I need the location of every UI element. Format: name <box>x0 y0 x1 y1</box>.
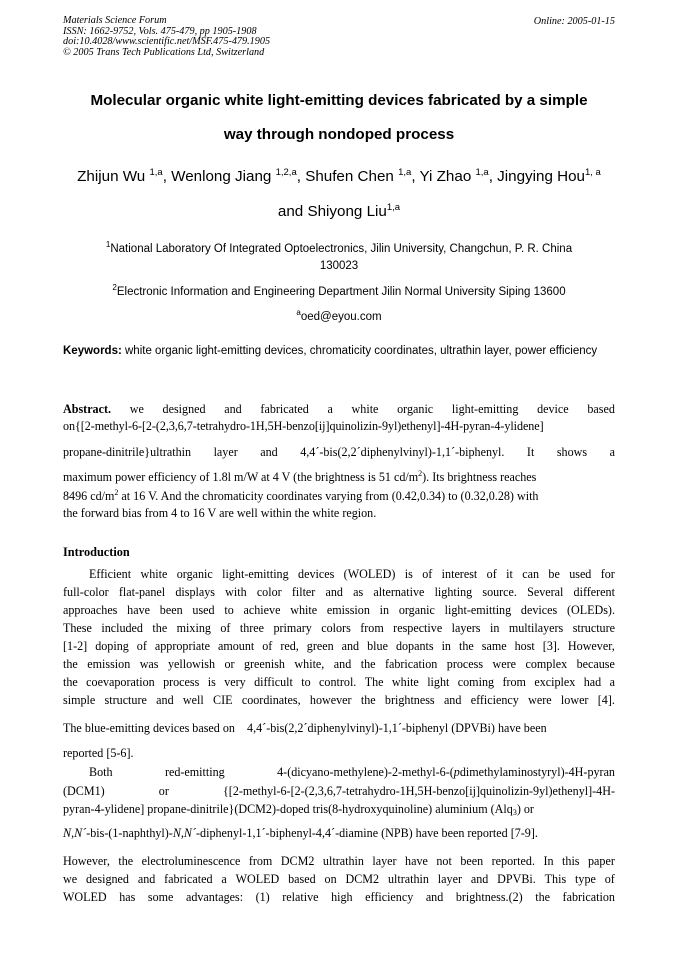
word: coming <box>457 675 495 689</box>
word: organic <box>397 402 434 416</box>
word: based <box>288 872 316 886</box>
word: and <box>156 693 174 707</box>
word: used <box>569 567 592 581</box>
word: doping <box>95 639 129 653</box>
word: from <box>502 675 526 689</box>
word: were <box>528 693 552 707</box>
word: These <box>63 621 92 635</box>
word: ultrathin <box>322 854 364 868</box>
word: respective <box>393 621 443 635</box>
word: in <box>379 603 390 617</box>
word: red, <box>280 639 299 653</box>
word: complex <box>525 657 568 671</box>
word: from <box>248 854 273 868</box>
word: In <box>543 854 554 868</box>
word: and <box>425 890 444 904</box>
word: is <box>207 675 216 689</box>
word: and <box>325 585 343 599</box>
paragraph-line <box>63 872 615 887</box>
word: white <box>140 567 168 581</box>
word: alternative <box>373 585 425 599</box>
word: exciplex <box>534 675 576 689</box>
word: simple <box>63 693 96 707</box>
word: the <box>63 657 78 671</box>
word: was <box>139 657 159 671</box>
word: {[2-methyl-6-[2-(2,3,6,7-tetrahydro-1H,5H-benzo[ij]quinolizin-9yl)ethenyl]-4H- <box>222 784 615 798</box>
introduction-line-npb: N,N´-bis-(1-naphthyl)-N,N´-diphenyl-1,1´-biphenyl-4,4´-diamine (NPB) have been reported [7-9]. <box>63 826 538 840</box>
word: this <box>562 854 580 868</box>
word: Both <box>89 765 113 779</box>
word: light-emitting <box>444 603 512 617</box>
keywords-label: Keywords: <box>63 345 122 357</box>
word: were <box>492 657 517 671</box>
word: colors <box>321 621 351 635</box>
paragraph-line <box>63 657 615 672</box>
keywords <box>63 343 615 360</box>
word: interest <box>441 567 478 581</box>
word: fabricated <box>164 872 213 886</box>
word: had <box>583 675 602 689</box>
paragraph-line <box>63 639 615 654</box>
copyright-line: © 2005 Trans Tech Publications Ltd, Switzerland <box>63 46 265 58</box>
abstract-label: Abstract. <box>63 402 112 416</box>
word: emission <box>326 603 370 617</box>
paragraph-line <box>89 567 615 582</box>
word: for <box>600 567 615 581</box>
word: The <box>364 675 384 689</box>
word: process <box>446 657 484 671</box>
word: achieve <box>243 603 281 617</box>
word: is <box>404 567 413 581</box>
author-name: Zhijun Wu <box>77 168 146 185</box>
abstract-line-5: 8496 $cd/m^2$ at 16 V. And the chromaticity coordinates varying from (0.42,0.34) to (0.32,0.28) with <box>63 488 539 503</box>
word: DCM2 <box>345 872 380 886</box>
word: greenish <box>243 657 285 671</box>
introduction-line-dcm1 <box>89 765 615 780</box>
word: the <box>535 890 550 904</box>
word: light-emitting <box>451 402 519 416</box>
word: because <box>576 657 615 671</box>
word: and <box>443 693 462 707</box>
word: have <box>405 854 428 868</box>
paper-title-line-2: way through nondoped process <box>223 126 455 143</box>
author-name: Shiyong Liu <box>307 203 387 220</box>
abstract-line-6: the forward bias from 4 to 16 V are well within the white region. <box>63 506 377 520</box>
affiliation-2: $^2$Electronic Information and Engineering Department Jilin Normal University Siping 13600 <box>112 283 566 298</box>
word: and <box>260 445 278 459</box>
word: we <box>63 872 78 886</box>
word: not <box>436 854 452 868</box>
word: a <box>609 675 615 689</box>
word: efficiency <box>365 890 414 904</box>
word: different <box>573 585 615 599</box>
word: has <box>119 890 136 904</box>
word: three <box>239 621 265 635</box>
word: white <box>290 603 318 617</box>
word: filter <box>291 585 316 599</box>
word: the <box>118 854 134 868</box>
paragraph-line <box>63 854 615 869</box>
word: This <box>544 872 567 886</box>
word: (OLEDs). <box>566 603 615 617</box>
author-name: Jingying Hou <box>497 168 585 185</box>
introduction-line-alq3: pyran-4-ylidene] propane-dinitrile}(DCM2)-doped tris(8-hydroxyquinoline) aluminium (Alq$_3$) or <box>63 802 534 817</box>
abstract-line-1 <box>63 402 615 417</box>
word: layer <box>372 854 397 868</box>
word: used <box>192 603 215 617</box>
word: layers <box>451 621 481 635</box>
word: red-emitting <box>164 765 225 779</box>
word: (WOLED) <box>343 567 396 581</box>
introduction-line-blue: The blue-emitting devices based on 4,4´-bis(2,2´diphenylvinyl)-1,1´-biphenyl (DPVBi) have been <box>63 721 547 735</box>
word: dopants <box>395 639 434 653</box>
word: white <box>391 675 419 689</box>
word: multilayers <box>508 621 564 635</box>
word: devices <box>520 603 558 617</box>
affiliation-1: $^1$National Laboratory Of Integrated Optoelectronics, Jilin University, Changchun, P. R. China 130023 <box>105 240 573 272</box>
word: It <box>526 445 535 459</box>
word: some <box>147 890 174 904</box>
word: fabrication <box>384 657 438 671</box>
word: process <box>163 675 200 689</box>
word: have <box>127 603 151 617</box>
word: in <box>441 639 451 653</box>
word: layer <box>437 872 462 886</box>
word: ultrathin <box>387 872 429 886</box>
word: of <box>486 567 497 581</box>
word: organic <box>176 567 213 581</box>
word: it <box>506 567 513 581</box>
word: layer <box>213 445 238 459</box>
word: as <box>353 585 364 599</box>
word: propane-dinitrile}ultrathin <box>63 445 192 459</box>
abstract-line-2: on{[2-methyl-6-[2-(2,3,6,7-tetrahydro-1H,5H-benzo[ij]quinolizin-9yl)ethenyl]-4H-pyran-4-ylidene] <box>63 419 544 433</box>
word: fabricated <box>260 402 309 416</box>
abstract-line-3 <box>63 445 615 460</box>
word: displays <box>175 585 215 599</box>
word: fabrication <box>562 890 615 904</box>
word: structure <box>572 621 615 635</box>
word: of <box>220 621 231 635</box>
word: coevaporation <box>86 675 155 689</box>
word: [1-2] <box>63 639 88 653</box>
paragraph-line <box>63 621 615 636</box>
word: based <box>587 402 615 416</box>
word: designed <box>85 872 129 886</box>
word: coordinates, <box>241 693 301 707</box>
word: from <box>360 621 384 635</box>
word: primary <box>273 621 312 635</box>
word: the <box>360 693 376 707</box>
word: mixing <box>176 621 211 635</box>
word: brightness <box>384 693 435 707</box>
word: WOLED <box>235 872 280 886</box>
doi-line: doi:10.4028/www.scientific.net/MSF.475-479.1905 <box>63 36 271 48</box>
word: the <box>360 657 376 671</box>
word: designed <box>162 402 206 416</box>
word: white, <box>294 657 325 671</box>
word: white <box>351 402 379 416</box>
word: devices <box>298 567 335 581</box>
word: the <box>152 621 168 635</box>
word: difficult <box>254 675 293 689</box>
word: with <box>225 585 247 599</box>
author-name: Shufen Chen <box>305 168 394 185</box>
word: organic <box>398 603 435 617</box>
journal-name: Materials Science Forum <box>63 15 167 26</box>
word: or <box>158 784 169 798</box>
issn-line: ISSN: 1662-9752, Vols. 475-479, pp 1905-1908 <box>63 25 257 37</box>
word: yellowish <box>167 657 215 671</box>
word: device <box>537 402 569 416</box>
paragraph-line <box>63 890 615 905</box>
word: (DCM1) <box>63 784 105 798</box>
word: of <box>262 639 273 653</box>
word: in <box>489 621 500 635</box>
word: full-color <box>63 585 109 599</box>
word: of <box>136 639 147 653</box>
word: (1) <box>255 890 270 904</box>
word: [3]. <box>542 639 560 653</box>
word: amount <box>217 639 255 653</box>
word: been <box>159 603 183 617</box>
keywords-text: white organic light-emitting devices, chromaticity coordinates, ultrathin layer, power efficiency <box>125 345 598 357</box>
word: advantages: <box>185 890 244 904</box>
word: we <box>129 402 144 416</box>
paragraph-line <box>63 603 615 618</box>
word: Several <box>527 585 564 599</box>
word: 4-(dicyano-methylene)-2-methyl-6-(pdimethylaminostyryl)-4H-pyran <box>277 765 615 779</box>
word: lighting <box>434 585 473 599</box>
word: type <box>575 872 596 886</box>
word: light-emitting <box>222 567 289 581</box>
word: efficiency <box>470 693 519 707</box>
author-list-line-2: and Shiyong Liu$^{1,a}$ <box>277 202 401 220</box>
word: blue <box>367 639 388 653</box>
word: However, <box>567 639 615 653</box>
word: well <box>182 693 204 707</box>
word: approaches <box>63 603 118 617</box>
word: included <box>101 621 143 635</box>
author-name: Yi Zhao <box>419 168 472 185</box>
word: [4]. <box>597 693 615 707</box>
journal-header <box>63 16 270 58</box>
word: and <box>137 872 156 886</box>
word: brightness.(2) <box>455 890 523 904</box>
word: or <box>224 657 235 671</box>
contact-email: $^a$oed@eyou.com <box>296 308 382 323</box>
word: high <box>331 890 353 904</box>
word: shows <box>556 445 588 459</box>
word: light <box>427 675 450 689</box>
author-name: Wenlong Jiang <box>171 168 272 185</box>
word: emission <box>87 657 131 671</box>
word: Efficient <box>89 567 132 581</box>
word: lower <box>560 693 589 707</box>
introduction-line-reported: reported [5-6]. <box>63 746 134 760</box>
word: same <box>481 639 507 653</box>
word: on <box>324 872 337 886</box>
word: structure <box>104 693 147 707</box>
word: the <box>458 639 474 653</box>
word: to <box>301 675 311 689</box>
word: a <box>221 872 227 886</box>
word: 4,4´-bis(2,2´diphenylvinyl)-1,1´-biphenyl. <box>300 445 505 459</box>
abstract-line-4: maximum power efficiency of 1.8l m/W at 4 V (the brightness is 51 $cd/m^2$). Its brightness reaches <box>63 469 537 484</box>
word: However, <box>63 854 110 868</box>
word: and <box>341 639 360 653</box>
word: be <box>548 567 560 581</box>
section-heading-introduction: Introduction <box>63 545 130 559</box>
word: green <box>306 639 334 653</box>
word: relative <box>282 890 319 904</box>
word: of <box>422 567 433 581</box>
word: control. <box>319 675 357 689</box>
paragraph-line <box>63 675 615 690</box>
online-date: Online: 2005-01-15 <box>533 16 615 27</box>
word: paper <box>588 854 615 868</box>
word: to <box>224 603 234 617</box>
word: the <box>63 675 78 689</box>
word: DPVBi. <box>497 872 536 886</box>
word: color <box>256 585 282 599</box>
word: host <box>514 639 535 653</box>
paper-title-line-1: Molecular organic white light-emitting devices fabricated by a simple <box>90 92 588 109</box>
paragraph-line <box>63 585 615 600</box>
paragraph-line <box>63 693 615 708</box>
word: WOLED <box>63 890 107 904</box>
introduction-line-dcm2 <box>63 784 615 799</box>
word: CIE <box>213 693 233 707</box>
word: a <box>327 402 333 416</box>
word: DCM2 <box>280 854 315 868</box>
word: very <box>224 675 246 689</box>
word: and <box>333 657 352 671</box>
word: source. <box>482 585 517 599</box>
word: reported. <box>491 854 535 868</box>
word: flat-panel <box>118 585 166 599</box>
word: a <box>609 445 615 459</box>
word: electroluminescence <box>141 854 241 868</box>
word: been <box>460 854 484 868</box>
word: can <box>522 567 540 581</box>
word: however <box>309 693 352 707</box>
word: of <box>604 872 615 886</box>
author-list: Zhijun Wu $^{1,a}$, Wenlong Jiang $^{1,2,a}$, Shufen Chen $^{1,a}$, Yi Zhao $^{1,a}$, Jingying Hou$^{1, a}$ <box>77 167 601 185</box>
word: and <box>470 872 489 886</box>
word: and <box>224 402 242 416</box>
word: appropriate <box>154 639 210 653</box>
